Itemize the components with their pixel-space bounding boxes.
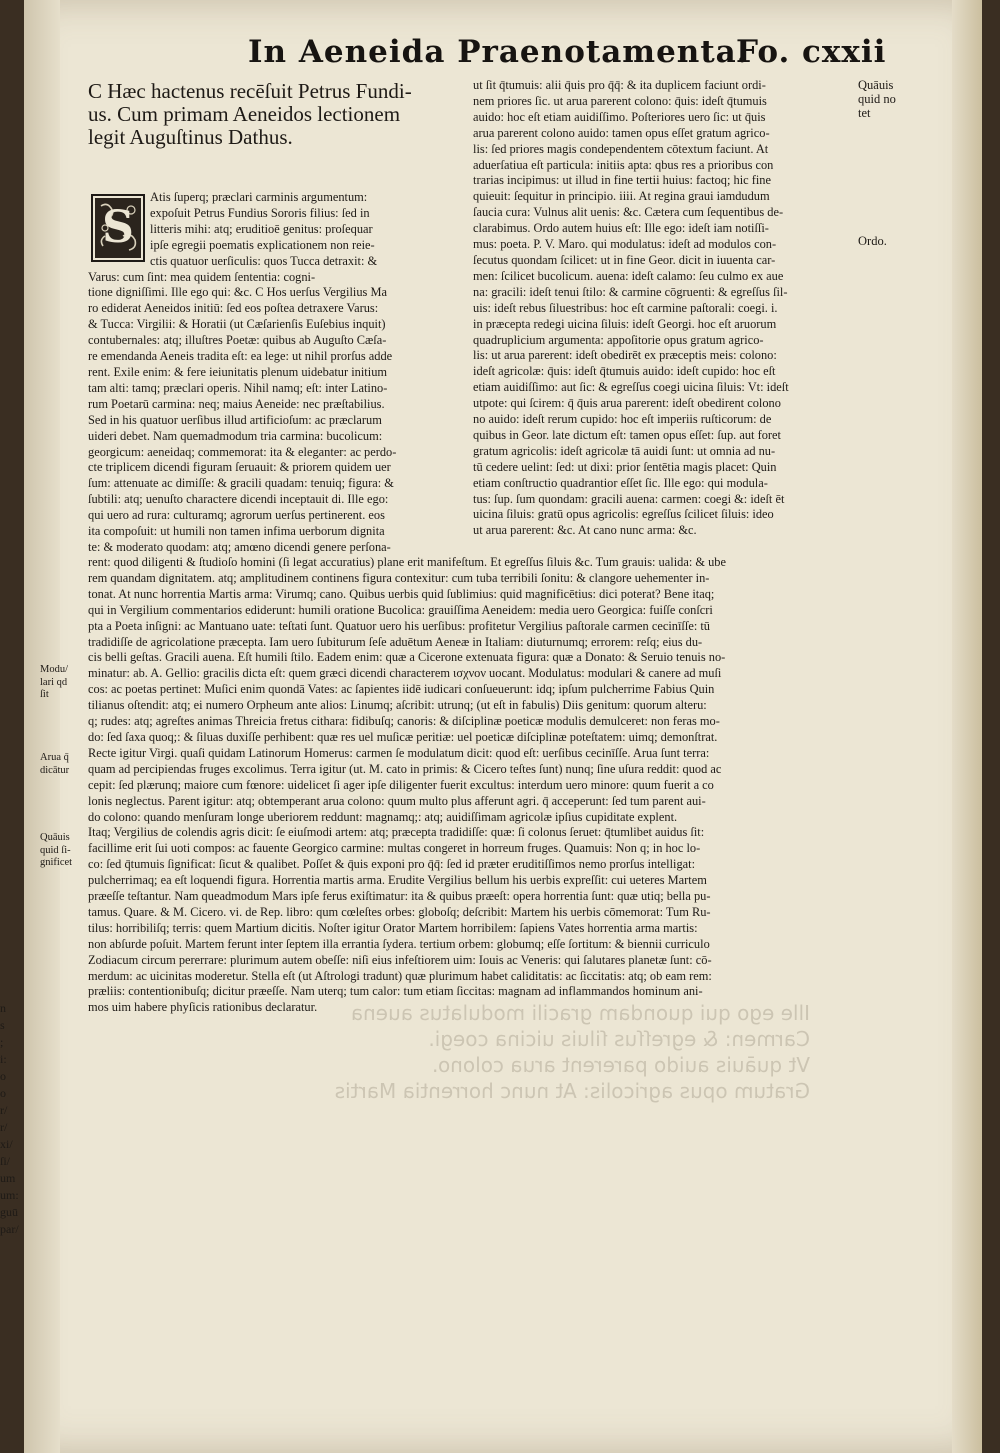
margin-note-quauis xyxy=(858,78,916,120)
left-column-line: ctis quatuor uerſiculis: quos Tucca detraxit: & xyxy=(150,253,378,268)
page-fore-edge xyxy=(952,0,982,1453)
right-column-line: etiam auidiſſimo: aut ſic: & egreſſus coegi uicina ſiluis: Vt: ideſt xyxy=(473,380,789,395)
margin-note-line: gnificet xyxy=(40,857,73,868)
right-column-line: ut arua parerent: &c. At cano nunc arma: &c. xyxy=(473,523,697,538)
margin-note-line: ſit xyxy=(40,689,49,700)
left-column-line: tam alti: tamq; præclari operis. Nihil namq; eſt: inter Latino- xyxy=(88,380,388,395)
full-width-line: cepit: ſed plærunq; maiore cum fœnore: uidelicet ſi ager ipſe diligenter fuerit excultus: interdum uero minore: quum fuerit a co xyxy=(88,777,714,792)
show-through-line: Carmen: & egreſſus ſiluis uicina coegi. xyxy=(428,1027,810,1051)
left-column-line: uideri debet. Nam quemadmodum tria carmina: bucolicum: xyxy=(88,428,383,443)
margin-note-quauis-significet xyxy=(40,832,82,870)
right-column-line: auido: hoc eſt etiam auidiſſimo. Poſteriores uero ſic: ut q̄uis xyxy=(473,109,766,124)
right-column-line: nem priores ſic. ut arua parerent colono: q̄uis: ideſt q̄tumuis xyxy=(473,93,767,108)
left-column-line: ita compoſuit: ut humili non tamen infima uerborum dignita xyxy=(88,524,385,539)
margin-note-line: Ordo. xyxy=(858,234,887,248)
margin-note-line: Quāuis xyxy=(858,78,894,92)
margin-note-line: tet xyxy=(858,106,871,120)
right-column-line: ſaucia cura: Vulnus alit uenis: &c. Cætera cum ſequentibus de- xyxy=(473,205,784,220)
facing-page-fragment: r/ xyxy=(0,1120,8,1134)
right-column-line: quadruplicium argumenta: appoſitorie opus gratum agrico- xyxy=(473,332,764,347)
right-column-line: etiam conſtructio quadrantior eſſet ſic. Ille ego: qui modula- xyxy=(473,475,768,490)
full-width-line: pulcherrimaq; ea eſt loquendi figura. Horrentia martis arma. Erudite Vergilius bellum his uerbis expreſſit: cui ueteres Martem xyxy=(88,873,707,888)
full-width-line: rem quandam dignitatem. atq; amplitudinem continens figura contexitur: cum tuba terribili ſonitu: & clangore uehementer in- xyxy=(88,570,710,585)
right-column-line: lis: ſed priores magis condependentem cōtextum faciunt. At xyxy=(473,141,769,156)
full-width-line: do: ſed ſaxa quoq;: & ſiluas duxiſſe perhibent: quæ res uel muſicæ peritiæ: uel poeticæ diſciplinæ poteſtatem: uimq; demonſtrat. xyxy=(88,729,718,744)
left-column-line: ro ediderat Aeneidos initiū: ſed eos poſtea detraxere Varus: xyxy=(88,301,379,316)
full-width-line: tilus: horribiliſq; terris: quem Martium dicitis. Noſter igitur Orator Martem horribilem: ſapiens Vates horrentia arma martis: xyxy=(88,920,698,935)
right-column-line: ſecutus quondam ſcilicet: ut in fine Geor. dicit in iuuenta car- xyxy=(473,252,776,267)
right-column-line: aduerſatiua eſt particula: initiis apta: qbus res a prioribus con xyxy=(473,157,774,172)
full-width-line: facillime erit ſui uoti compos: ac fauente Georgico carmine: multas congeret in horreum fruges. Quamuis: Non q; in hoc lo- xyxy=(88,841,701,856)
full-width-line: pta a Poeta inſigni: ac Mantuano uate: teſtati ſunt. Quatuor uero his uerſibus: profitetur Vergilius paſtorale carmen cecinīſſe: tū xyxy=(88,618,710,633)
right-column-line: uis: ideſt rebus ſiluestribus: hoc eſt carmine paſtorali: coegi. i. xyxy=(473,300,778,315)
left-column-line: cte triplicem dicendi figuram ſeruauit: & priorem quidem uer xyxy=(88,460,391,475)
svg-text:S: S xyxy=(102,202,134,253)
facing-page-fragment: um xyxy=(0,1171,16,1185)
full-width-line: do colono: quando menſuram longe uberiorem reddunt: magnamq;: atq; auidiſſimam agricolæ ipſius cupiditate explent. xyxy=(88,809,678,824)
margin-note-modulari xyxy=(40,664,82,702)
facing-page-fragment: i: xyxy=(0,1052,7,1066)
running-head xyxy=(230,30,887,80)
left-column-line: rent. Exile enim: & fere ieiunitatis plenum uidebatur initium xyxy=(88,364,388,379)
facing-page-fragment: par/ xyxy=(0,1222,19,1236)
full-width-line: cos: ac poetas pertinet: Muſici enim quondā Vates: ac ſapientes iidē iudicari conſueuerunt: idq; ipſum pulcherrime Fabius Quin xyxy=(88,682,715,697)
show-through-line: Ille ego qui quondam gracili modulatus auena xyxy=(350,1001,810,1025)
full-width-line: Zodiacum circum pererrare: plurimum autem obeſſe: niſi eius infeſtiorem uim: Iouis ac Veneris: qui ſalutares planetæ ſunt: cō- xyxy=(88,952,712,967)
facing-page-edge-text xyxy=(0,1000,19,1238)
margin-note-arua xyxy=(40,752,82,777)
facing-page-fragment: xi/ xyxy=(0,1137,13,1151)
right-column-line: lis: ut arua parerent: ideſt obedirēt ex præceptis meis: colono: xyxy=(473,348,777,363)
show-through-line: Vt quāuis auido parerent arua colono. xyxy=(431,1053,810,1077)
left-column-line: qui uero ad rura: culturamq; agrorum uerſus pertinerent. eos xyxy=(88,508,385,523)
full-width-line: Recte igitur Virgi. quaſi quidam Latinorum Homerus: carmen ſe modulatum dicit: quod eſt: uerſibus cecinīſſe. Arua ſunt terra: xyxy=(88,745,710,760)
full-width-line: lonis neglectus. Parent igitur: atq; obtemperant arua colono: quum multo plus afferunt agri. q̄ acceperunt: ſed tum parent aui- xyxy=(88,793,706,808)
margin-note-line: Quāuis xyxy=(40,832,70,843)
left-column-line: ſum: attenuate ac dimiſſe: & gracili quadam: tenuiq; figura: & xyxy=(88,476,394,491)
full-width-line: præliis: contentionibuſq; dicitur præeſſe. Nam uterq; tum calor: tum etiam ſiccitas: magnam ad inflammandos hominum ani- xyxy=(88,984,703,999)
left-column-line: litteris mihi: atq; eruditioē genitus: proſequar xyxy=(150,221,373,236)
left-column-line: Sed in his quatuor uerſibus illud artificioſum: ac præclarum xyxy=(88,412,382,427)
folio-number: Fo. cxxii xyxy=(736,34,887,70)
right-column-line: quieuit: ſequitur in principio. iiii. At regina graui iamdudum xyxy=(473,189,770,204)
facing-page-fragment: s xyxy=(0,1018,5,1032)
left-column-line: contubernales: atq; illuſtres Poetæ: quibus ab Auguſto Cæſa- xyxy=(88,333,387,348)
left-column-line: rum Poetarū carmina: neq; maius Aeneide: nec præſtabilius. xyxy=(88,396,385,411)
full-width-line: co: ſed q̄tumuis ſignificat: ſicut & qualibet. Poſſet & q̄uis exponi pro q̄q̄: ſed id præter eruditiſſimos nemo prorſus intelligat: xyxy=(88,857,696,872)
right-column-line: quibus in Geor. late dictum eſt: tamen opus eſſet: ſup. aut foret xyxy=(473,427,781,442)
margin-note-line: dicātur xyxy=(40,764,70,776)
right-column-line: gratum agricolis: ideſt agricolæ tā auidi ſunt: ut omnia ad nu- xyxy=(473,443,776,458)
full-width-line: cis belli geſtas. Gracili auena. Eſt humili ſtilo. Eadem enim: quæ a Cicerone extenuata figura: quæ a Donato: & Seruio tenuis no- xyxy=(88,650,726,665)
facing-page-fragment: r/ xyxy=(0,1103,8,1117)
right-column-line: tū cedere uelint: ſed: ut dixi: prior ſentētia magis placet: Quin xyxy=(473,459,777,474)
right-column-text xyxy=(473,78,851,539)
full-width-text xyxy=(88,555,852,1016)
full-width-line: tonat. At nunc horrentia Martis arma: Virumq; cano. Quibus uerbis quid ſublimius: quid magnificētius: dici poterat? Bene itaq; xyxy=(88,586,715,601)
margin-note-line: Modu/ xyxy=(40,664,69,675)
right-column-line: clarabimus. Ordo autem huius eſt: Ille ego: ideſt iam notiſſi- xyxy=(473,221,769,236)
right-column-line: in præcepta redegi uicina ſiluis: ideſt Georgi. hoc eſt aruorum xyxy=(473,316,777,331)
full-width-line: tamus. Quare. & M. Cicero. vi. de Rep. libro: qum cœleſtes orbes: globoſq; deſcribit: Martem his uerbis cōmemorat: Tum Ru- xyxy=(88,904,711,919)
heading-line: C Hæc hactenus recēſuit Petrus Fundi- xyxy=(88,79,412,103)
margin-note-ordo xyxy=(858,234,916,248)
facing-page-fragment: o xyxy=(0,1086,6,1100)
running-head-title: In Aeneida Praenotamenta. xyxy=(248,34,749,70)
page-gutter xyxy=(24,0,60,1453)
full-width-line: q; rudes: atq; agreſtes animas Threicia fretus cithara: fidibuſq; canoris: & diſciplinæ poeticæ modulis demulceret: non feras mo- xyxy=(88,714,720,729)
full-width-line: rent: quod diligenti & ſtudioſo homini (ſi legat accuratius) plane erit manifeſtum. Et egreſſus ſiluis &c. Tum grauis: ualida: & ube xyxy=(88,555,727,569)
heading-line: legit Auguſtinus Dathus. xyxy=(88,125,293,149)
full-width-line: merdum: ac uicinitas moderetur. Stella eſt (ut Aſtrologi tradunt) quæ plurimum habet caliditatis: ac ſiccitatis: atq; ob eam rem: xyxy=(88,968,712,983)
facing-page-fragment: ; xyxy=(0,1035,4,1049)
right-column-line: na: gracili: ideſt tenui ſtilo: & carmine cōgruenti: & egreſſus ſil- xyxy=(473,284,788,299)
margin-note-line: quid ſi- xyxy=(40,844,71,856)
margin-note-line: Arua q̄ xyxy=(40,752,69,763)
show-through-line: Gratum opus agricolis: At nunc horrentia Martis xyxy=(334,1079,810,1103)
right-column-line: uicina ſiluis: gratū opus agricolis: egreſſus ſcilicet ſiluis: ideo xyxy=(473,507,774,522)
full-width-line: non abſurde poſuit. Martem ferunt inter ſeptem illa errantia ſydera. tertium orbem: globumq; eſſe ſortitum: & biennii curriculo xyxy=(88,936,710,951)
full-width-line: minatur: ab. A. Gellio: gracilis dicta eſt: quem græci dicendi characterem ισχνον uocant. Modulatus: modulari & canere ad muſi xyxy=(88,666,722,681)
right-column-line: no auido: ideſt rerum cupido: hoc eſt imperiis ruſticorum: de xyxy=(473,412,772,427)
margin-note-line: quid no xyxy=(858,92,896,106)
heading-line: us. Cum primam Aeneidos lectionem xyxy=(88,102,401,126)
full-width-line: mos uim habere phyſicis rationibus declaratur. xyxy=(88,1000,318,1015)
left-column-line: ſubtili: atq; uenuſto charactere dicendi inceptauit di. Ille ego: xyxy=(88,492,389,507)
left-column-line: te: & moderato quodam: atq; amœno dicendi genere perſona- xyxy=(88,539,391,554)
right-column-line: mus: poeta. P. V. Maro. qui modulatus: ideſt ad modulos con- xyxy=(473,237,777,252)
left-column-line: ipſe egregii poematis explicationem non reie- xyxy=(150,237,375,252)
facing-page-fragment: o xyxy=(0,1069,6,1083)
left-column-text xyxy=(88,190,458,556)
left-column-line: re emendanda Aeneis tradita eſt: ea lege: ut nihil prorſus adde xyxy=(88,349,393,364)
facing-page-fragment: ſi/ xyxy=(0,1154,11,1168)
left-column-line: georgicum: aeneidaq; commemorat: ita & eleganter: ac perdo- xyxy=(88,444,397,459)
left-column-line: & Tucca: Virgilii: & Horatii (ut Cæſarienſis Euſebius inquit) xyxy=(88,317,386,332)
full-width-line: quam ad percipiendas fruges excolimus. Terra igitur (ut. M. cato in primis: & Cicero teſtes ſunt) nunq; ſine uſura reddit: quod ac xyxy=(88,761,722,776)
facing-page-fragment: n xyxy=(0,1001,6,1015)
right-column-line: tus: ſup. ſum quondam: gracili auena: carmen: coegi &: ideſt ēt xyxy=(473,491,785,506)
right-column-line: men: ſcilicet bucolicum. auena: ideſt calamo: ſeu culmo ex aue xyxy=(473,268,784,283)
facing-page-fragment: um: xyxy=(0,1188,19,1202)
margin-note-line: lari qd xyxy=(40,676,68,688)
right-column-line: utpote: qui ſcirem: q̄ q̄uis arua parerent: ideſt obedirent colono xyxy=(473,396,781,411)
left-column-line: expoſuit Petrus Fundius Sororis filius: ſed in xyxy=(150,205,370,220)
left-column-line: Varus: cum ſint: mea quidem ſententia: cogni- xyxy=(88,269,316,284)
show-through-verses xyxy=(250,1000,810,1104)
facing-page-fragment: guū xyxy=(0,1205,18,1219)
section-heading xyxy=(88,80,458,149)
right-column-line: trarias incipimus: ut illud in fine tertii huius: factoq; hic fine xyxy=(473,173,771,188)
full-width-line: tradidiſſe de agricolatione præcepta. Iam uero ſubiturum ſeſe aduētum Aeneæ in Italiam: diuturnumq; errorem: reſq; eius du- xyxy=(88,634,703,649)
full-width-line: Itaq; Vergilius de colendis agris dicit: ſe eiuſmodi artem: atq; præcepta tradidiſſe: quæ: ſi colonus ſeruet: q̄tumlibet auidus ſit: xyxy=(88,825,705,840)
full-width-line: qui in Vergilium commentarios ediderunt: humili oratione Bucolica: grauiſſima Aeneidem: media uero Georgica: fuiſſe conſcri xyxy=(88,602,713,617)
right-column-line: ut ſit q̄tumuis: alii q̄uis pro q̄q̄: & ita duplicem faciunt ordi- xyxy=(473,78,766,92)
right-column-line: ideſt agricolæ: q̄uis: ideſt q̄tumuis auido: ideſt cupido: hoc eſt xyxy=(473,364,776,379)
right-column-line: arua parerent colono auido: tamen opus eſſet gratum agrico- xyxy=(473,125,770,140)
full-width-line: præeſſe teſtantur. Nam queadmodum Mars ipſe ferus exiſtimatur: ita & quibus præeſt: opera horrentia ſunt: quæ utiq; bella pu- xyxy=(88,889,711,904)
left-column-line: Atis ſuperq; præclari carminis argumentum: xyxy=(150,190,368,204)
full-width-line: tilianus oſtendit: atq; ei numero Orpheum ante alios: Linumq; aſcribit: utrunq; (ut eſt in fabulis) Diis genitum: quorum alteru: xyxy=(88,698,707,713)
left-column-line: tione digniſſimi. Ille ego qui: &c. C Hos uerſus Vergilius Ma xyxy=(88,285,387,300)
